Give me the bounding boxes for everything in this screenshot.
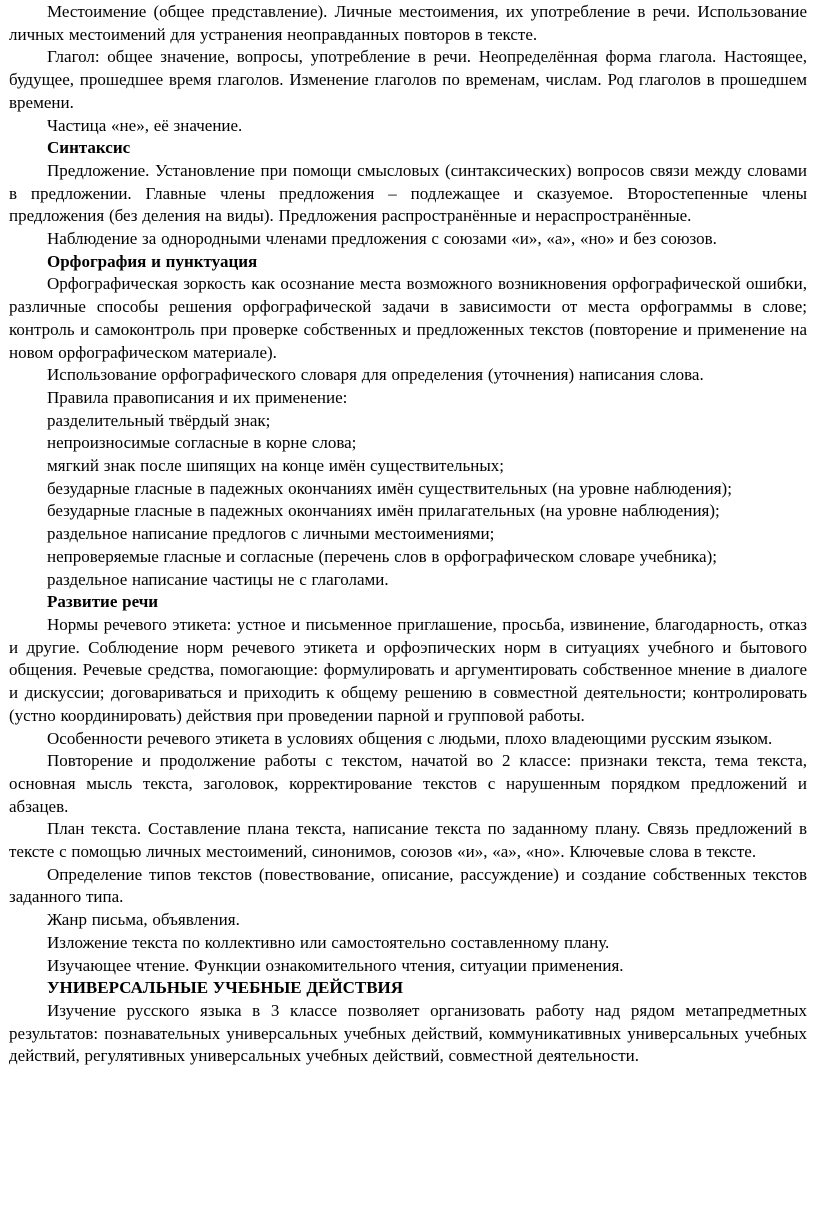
paragraph: Изучение русского языка в 3 классе позволяет организовать работу над рядом метапредметных результатов: познавательных универсальных учебных действий, коммуникативных универсальных учебных действий, регулятивных универсальных учебных действий, совместной деятельности. (9, 1000, 807, 1066)
list-item: мягкий знак после шипящих на конце имён существительных; (47, 456, 504, 476)
paragraph: Изложение текста по коллективно или самостоятельно составленному плану. (47, 932, 610, 952)
list-item: разделительный твёрдый знак; (47, 410, 271, 430)
paragraph: Изучающее чтение. Функции ознакомительного чтения, ситуации применения. (47, 955, 624, 975)
list-item: непроизносимые согласные в корне слова; (47, 433, 357, 453)
list-item: безударные гласные в падежных окончаниях имён прилагательных (на уровне наблюдения); (47, 501, 720, 521)
section-heading: Синтаксис (47, 138, 131, 158)
list-item: раздельное написание предлогов с личными местоимениями; (47, 524, 495, 544)
paragraph: Особенности речевого этикета в условиях общения с людьми, плохо владеющими русским языком. (47, 728, 773, 748)
paragraph: Предложение. Установление при помощи смысловых (синтаксических) вопросов связи между словами в предложении. Главные члены предложения – подлежащее и сказуемое. Второстепенные члены предложения (без деления на виды). Предложения распространённые и нераспространённые. (9, 160, 807, 226)
paragraph: Жанр письма, объявления. (47, 910, 240, 930)
paragraph: Правила правописания и их применение: (47, 387, 348, 407)
list-item: непроверяемые гласные и согласные (перечень слов в орфографическом словаре учебника); (47, 546, 717, 566)
section-heading: Развитие речи (47, 592, 159, 612)
paragraph: Повторение и продолжение работы с текстом, начатой во 2 классе: признаки текста, тема текста, основная мысль текста, заголовок, корректирование текстов с нарушенным порядком предложений и абзацев. (9, 751, 807, 816)
paragraph: План текста. Составление плана текста, написание текста по заданному плану. Связь предложений в тексте с помощью личных местоимений, синонимов, союзов «и», «а», «но». Ключевые слова в тексте. (9, 819, 807, 862)
list-item: раздельное написание частицы не с глаголами. (47, 569, 389, 589)
paragraph: Нормы речевого этикета: устное и письменное приглашение, просьба, извинение, благодарность, отказ и другие. Соблюдение норм речевого этикета и орфоэпических норм в ситуациях учебного и бытового общения. Речевые средства, помогающие: формулировать и аргументировать собственное мнение в диалоге и дискуссии; договариваться и приходить к общему решению в совместной деятельности; контролировать (устно координировать) действия при проведении парной и групповой работы. (9, 614, 807, 725)
list-item: безударные гласные в падежных окончаниях имён существительных (на уровне наблюдения); (47, 478, 732, 498)
paragraph: Глагол: общее значение, вопросы, употребление в речи. Неопределённая форма глагола. Настоящее, будущее, прошедшее время глаголов. Изменение глаголов по временам, числам. Род глаголов в прошедшем времени. (9, 47, 807, 112)
paragraph: Местоимение (общее представление). Личные местоимения, их употребление в речи. Использование личных местоимений для устранения неоправданных повторов в тексте. (9, 2, 807, 44)
section-heading: УНИВЕРСАЛЬНЫЕ УЧЕБНЫЕ ДЕЙСТВИЯ (47, 978, 404, 998)
paragraph: Использование орфографического словаря для определения (уточнения) написания слова. (47, 365, 704, 385)
section-heading: Орфография и пунктуация (47, 251, 258, 271)
paragraph: Орфографическая зоркость как осознание места возможного возникновения орфографической ошибки, различные способы решения орфографической задачи в зависимости от места орфограммы в слове; контроль и самоконтроль при проверке собственных и предложенных текстов (повторение и применение на новом орфографическом материале). (9, 274, 807, 362)
paragraph: Частица «не», её значение. (47, 115, 243, 135)
paragraph: Наблюдение за однородными членами предложения с союзами «и», «а», «но» и без союзов. (47, 229, 717, 249)
paragraph: Определение типов текстов (повествование, описание, рассуждение) и создание собственных текстов заданного типа. (9, 864, 807, 907)
